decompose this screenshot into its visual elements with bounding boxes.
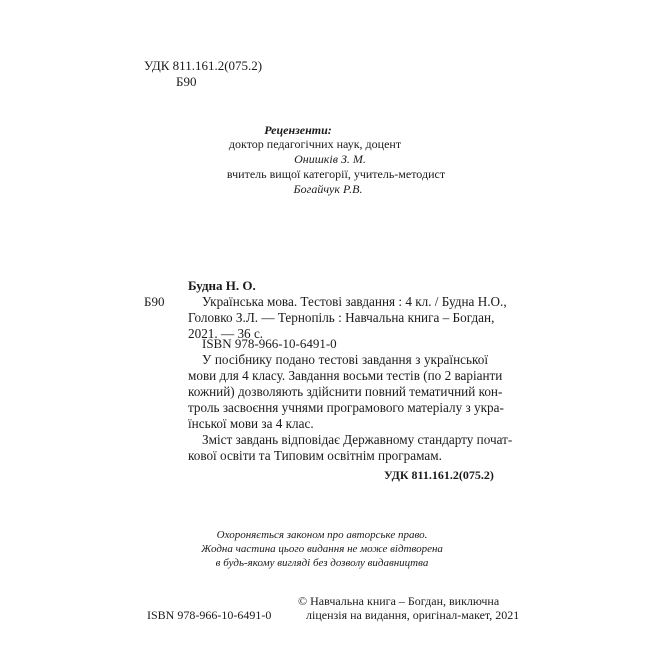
annotation-line: троль засвоєння учнями програмового матеріалу з укра- <box>188 400 504 415</box>
reviewer-2-name: Богайчук Р.В. <box>293 182 363 196</box>
annotation-line: мови для 4 класу. Завдання восьми тестів (по 2 варіанти <box>188 368 503 383</box>
isbn-footer: ISBN 978-966-10-6491-0 <box>147 608 272 622</box>
bibliographic-description <box>188 294 507 342</box>
udc-code-top: УДК 811.161.2(075.2) <box>144 58 263 73</box>
annotation-paragraph-2 <box>188 432 513 464</box>
annotation-line: У посібнику подано тестові завдання з української <box>202 352 488 367</box>
author-heading: Будна Н. О. <box>188 278 256 293</box>
biblio-line-1: Українська мова. Тестові завдання : 4 кл. / Будна Н.О., <box>202 294 507 309</box>
reviewer-1-name: Онишків З. М. <box>294 152 366 166</box>
copyright-notice-line-2: Жодна частина цього видання не може відтворена <box>201 543 443 555</box>
bbk-code-top: Б90 <box>176 74 197 89</box>
copyright-line-1: © Навчальна книга – Богдан, виключна <box>298 594 500 608</box>
biblio-line-2: Головко З.Л. — Тернопіль : Навчальна книга – Богдан, <box>188 310 495 325</box>
udc-code-annotation: УДК 811.161.2(075.2) <box>384 468 494 482</box>
annotation-line: їнської мови за 4 клас. <box>188 416 314 431</box>
annotation-paragraph-1 <box>188 352 504 432</box>
annotation-line: кожний) дозволяють здійснити повний тематичний кон- <box>188 384 503 399</box>
annotation-line: Зміст завдань відповідає Державному стандарту почат- <box>202 432 513 447</box>
annotation-line: кової освіти та Типовим освітнім програмам. <box>188 448 442 463</box>
reviewers-heading: Рецензенти: <box>264 123 332 137</box>
reviewer-1-title: доктор педагогічних наук, доцент <box>228 137 402 151</box>
bbk-code-entry: Б90 <box>144 294 165 309</box>
biblio-line-3: 2021. — 36 с. <box>188 326 264 341</box>
copyright-notice-line-1: Охороняється законом про авторське право. <box>216 529 428 541</box>
copyright-notice-line-3: в будь-якому вигляді без дозволу видавництва <box>215 557 429 569</box>
copyright-line-2: ліцензія на видання, оригінал-макет, 2021 <box>306 608 520 622</box>
reviewer-2-title: вчитель вищої категорії, учитель-методист <box>226 167 446 181</box>
isbn-entry: ISBN 978-966-10-6491-0 <box>202 336 337 351</box>
